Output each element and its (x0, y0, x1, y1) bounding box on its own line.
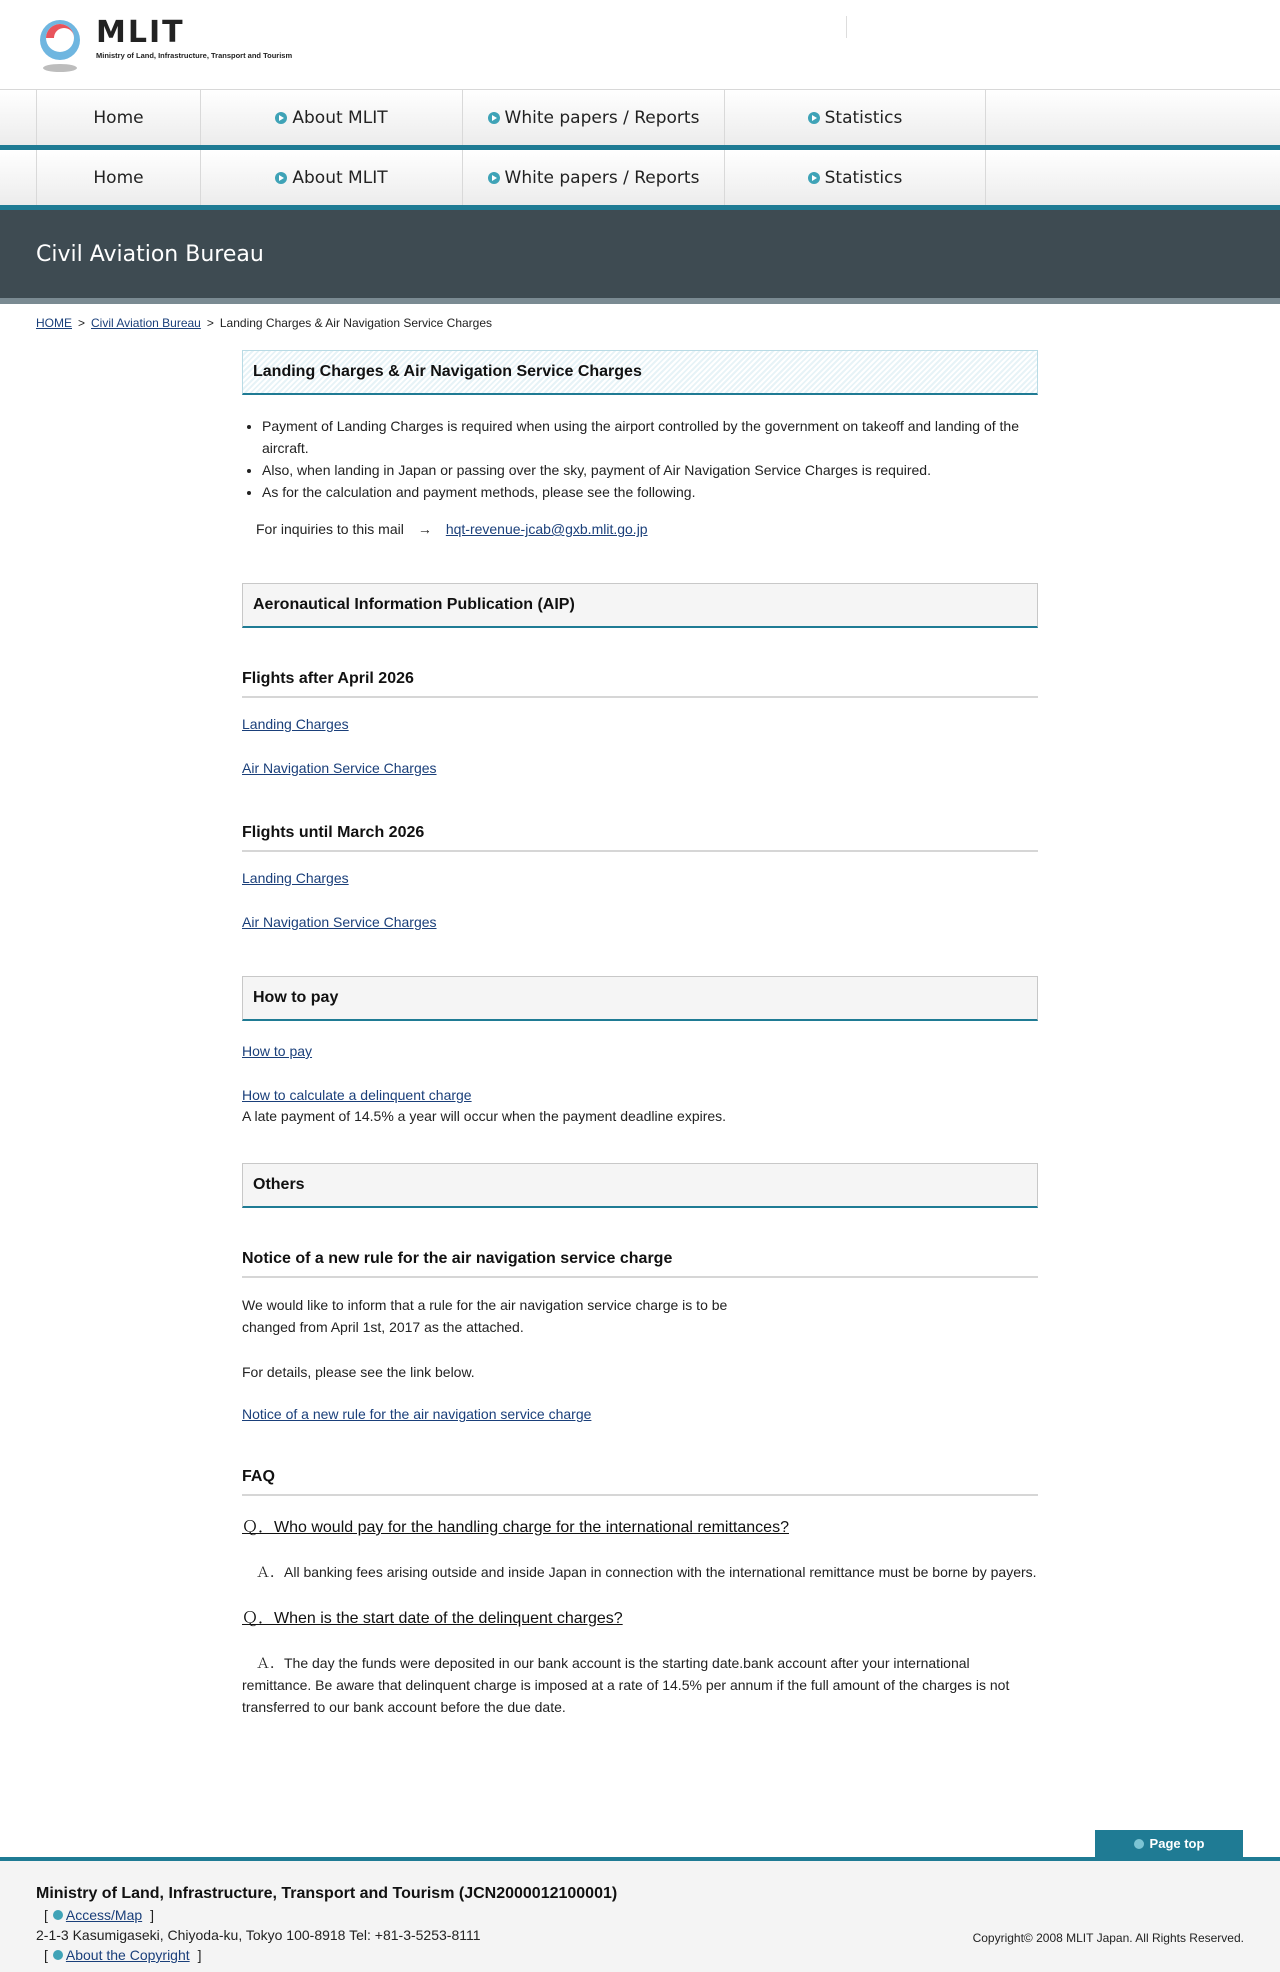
page-top-button[interactable] (1095, 1830, 1243, 1857)
nav-about-mlit[interactable] (200, 150, 462, 205)
nav-white-papers[interactable] (462, 150, 724, 205)
nav-about-label: About MLIT (292, 107, 388, 128)
faq-question-link[interactable]: Ｑ．When is the start date of the delinquent charges? (242, 1610, 623, 1627)
how-to-pay-link[interactable]: How to pay (242, 1043, 313, 1059)
page-title: Landing Charges & Air Navigation Service Charges (242, 350, 1038, 395)
delinquent-charge-link[interactable]: How to calculate a delinquent charge (242, 1087, 472, 1103)
chevron-right-icon (53, 1950, 63, 1960)
nav-white-papers-label: White papers / Reports (504, 167, 700, 188)
footer-org-name: Ministry of Land, Infrastructure, Transport and Tourism (JCN2000012100001) (36, 1885, 618, 1902)
chevron-right-icon (488, 172, 500, 184)
list-item: • Payment of Landing Charges is required when using the airport controlled by the government on takeoff and landing of the aircraft. (262, 415, 1038, 459)
list-item: • Also, when landing in Japan or passing over the sky, payment of Air Navigation Service Charges is required. (262, 459, 1038, 481)
faq-heading: FAQ (242, 1468, 1038, 1496)
ans-charges-until-link[interactable]: Air Navigation Service Charges (242, 914, 437, 930)
faq-answer: remittance. Be aware that delinquent charge is imposed at a rate of 14.5% per annum if the full amount of the charges is not (242, 1677, 1010, 1693)
mlit-logo-icon (36, 18, 86, 74)
ans-charges-after-link[interactable]: Air Navigation Service Charges (242, 760, 437, 776)
header-divider (846, 16, 847, 38)
global-nav (0, 90, 1280, 150)
details-text: For details, please see the link below. (242, 1364, 475, 1380)
aip-heading: Aeronautical Information Publication (AIP) (242, 583, 1038, 628)
faq-question-link[interactable]: Ｑ．Who would pay for the handling charge for the international remittances? (242, 1519, 789, 1536)
copyright-text: Copyright© 2008 MLIT Japan. All Rights Reserved. (972, 1931, 1244, 1945)
faq-answer: Ａ．All banking fees arising outside and inside Japan in connection with the international remittance must be borne by payers. (256, 1564, 1037, 1580)
notice-text-line: changed from April 1st, 2017 as the attached. (242, 1319, 524, 1335)
arrow-up-icon (1134, 1839, 1144, 1849)
late-payment-note: A late payment of 14.5% a year will occur when the payment deadline expires. (242, 1108, 727, 1124)
nav-white-papers[interactable] (462, 90, 724, 145)
flights-after-heading: Flights after April 2026 (242, 670, 1038, 698)
notice-link[interactable]: Notice of a new rule for the air navigation service charge (242, 1406, 592, 1422)
nav-about-mlit[interactable] (200, 90, 462, 145)
nav-home-label: Home (93, 167, 144, 188)
notice-text-line: We would like to inform that a rule for the air navigation service charge is to be (242, 1297, 728, 1313)
main-content (242, 350, 1038, 1718)
nav-statistics-label: Statistics (824, 167, 903, 188)
logo-wordmark: MLIT (96, 15, 185, 50)
nav-home-label: Home (93, 107, 144, 128)
nav-home[interactable] (36, 90, 200, 145)
inquiry-email-link[interactable]: hqt-revenue-jcab@gxb.mlit.go.jp (445, 521, 648, 537)
breadcrumb-home-link[interactable]: HOME (36, 316, 72, 330)
intro-list (262, 415, 1038, 503)
nav-statistics[interactable] (724, 150, 986, 205)
how-to-pay-heading: How to pay (242, 976, 1038, 1021)
landing-charges-until-link[interactable]: Landing Charges (242, 870, 349, 886)
chevron-right-icon (488, 112, 500, 124)
list-item: • As for the calculation and payment methods, please see the following. (262, 481, 1038, 503)
nav-white-papers-label: White papers / Reports (504, 107, 700, 128)
chevron-right-icon (808, 112, 820, 124)
nav-statistics-label: Statistics (824, 107, 903, 128)
breadcrumb-current: Landing Charges & Air Navigation Service Charges (219, 316, 493, 330)
flights-until-heading: Flights until March 2026 (242, 824, 1038, 852)
inquiry-line (256, 521, 1038, 537)
footer-access-row (36, 1907, 1280, 1923)
mlit-logo[interactable] (36, 15, 293, 74)
footer-copyright-row (36, 1947, 1280, 1963)
notice-heading: Notice of a new rule for the air navigation service charge (242, 1250, 1038, 1278)
global-nav-sticky (0, 150, 1280, 210)
others-heading: Others (242, 1163, 1038, 1208)
chevron-right-icon (275, 112, 287, 124)
bracket: [ (44, 1947, 48, 1963)
inquiry-label: For inquiries to this mail (256, 521, 404, 537)
site-footer (0, 1857, 1280, 1972)
about-copyright-link[interactable]: About the Copyright (65, 1947, 190, 1963)
breadcrumb-separator: > (206, 316, 214, 330)
arrow-right-icon: → (417, 521, 432, 537)
logo-subtitle: Ministry of Land, Infrastructure, Transport and Tourism (96, 51, 293, 60)
nav-about-label: About MLIT (292, 167, 388, 188)
nav-statistics[interactable] (724, 90, 986, 145)
site-header (0, 0, 1280, 90)
footer-address: 2-1-3 Kasumigaseki, Chiyoda-ku, Tokyo 100-8918 Tel: +81-3-5253-8111 (36, 1927, 481, 1943)
page-top-label: Page top (1149, 1836, 1205, 1851)
faq-answer: Ａ．The day the funds were deposited in our bank account is the starting date.bank account after your international (256, 1655, 970, 1671)
chevron-right-icon (275, 172, 287, 184)
access-map-link[interactable]: Access/Map (65, 1907, 143, 1923)
nav-home[interactable] (36, 150, 200, 205)
faq-answer: transferred to our bank account before the due date. (242, 1699, 566, 1715)
bracket: [ (44, 1907, 48, 1923)
section-title: Civil Aviation Bureau (36, 241, 264, 267)
breadcrumb-section-link[interactable]: Civil Aviation Bureau (91, 316, 201, 330)
chevron-right-icon (808, 172, 820, 184)
chevron-right-icon (53, 1910, 63, 1920)
bracket: ] (197, 1947, 202, 1963)
landing-charges-after-link[interactable]: Landing Charges (242, 716, 349, 732)
breadcrumb (0, 304, 1280, 344)
bracket: ] (150, 1907, 155, 1923)
section-banner (0, 210, 1280, 304)
breadcrumb-separator: > (78, 316, 86, 330)
